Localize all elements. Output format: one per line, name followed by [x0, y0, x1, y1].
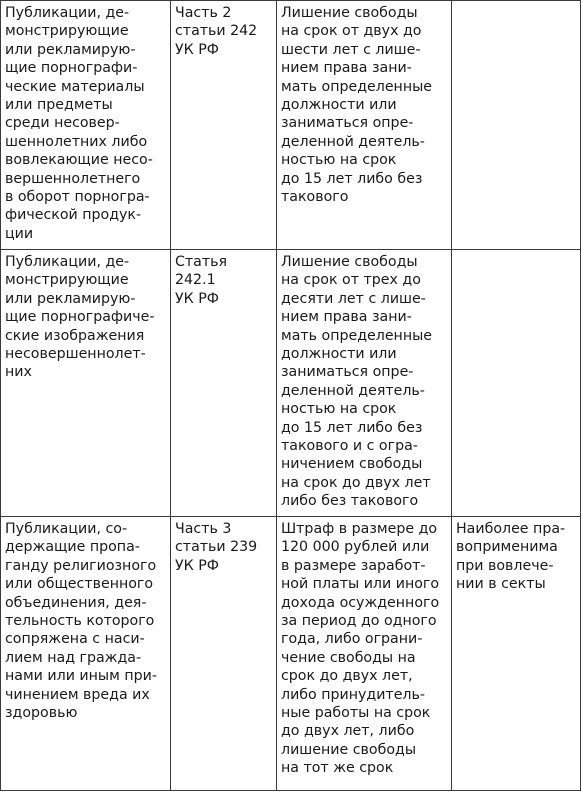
- cell-article: Статья 242.1 УК РФ: [171, 250, 277, 517]
- cell-penalty: Лишение свободы на срок от двух до шести лет с лише- нием права зани- мать определенные должности или заниматься опре- деленной деятель- ностью на срок до 15 лет либо без такового: [277, 1, 452, 250]
- cell-act: Публикации, де- монстрирующие или рекламирую- щие порнографи- ческие материалы или предметы среди несовер- шеннолетних либо вовлекающие несо- вершеннолетнего в оборот порногра- фической продук- ции: [1, 1, 171, 250]
- cell-note: [452, 250, 581, 517]
- cell-act: Публикации, со- держащие пропа- ганду религиозного или общественного объединения, дея- тельность которого сопряжена с наси- лием над гражда- нами или иным при- чинением вреда их здоровью: [1, 517, 171, 791]
- cell-penalty: Штраф в размере до 120 000 рублей или в размере заработ- ной платы или иного дохода осужденного за период до одного года, либо ограни- чение свободы на срок до двух лет, либо принудитель- ные работы на срок до двух лет, либо лишение свободы на тот же срок: [277, 517, 452, 791]
- table-row: [1, 250, 581, 517]
- cell-note: [452, 1, 581, 250]
- cell-penalty: Лишение свободы на срок от трех до десяти лет с лише- нием права зани- мать определенные должности или заниматься опре- деленной деятель- ностью на срок до 15 лет либо без такового и с огра- ничением свободы на срок до двух лет либо без такового: [277, 250, 452, 517]
- cell-article: Часть 3 статьи 239 УК РФ: [171, 517, 277, 791]
- cell-act: Публикации, де- монстрирующие или рекламирую- щие порнографиче- ские изображения несовершеннолет- них: [1, 250, 171, 517]
- cell-article: Часть 2 статьи 242 УК РФ: [171, 1, 277, 250]
- table-row: [1, 517, 581, 791]
- table-row: [1, 1, 581, 250]
- cell-note: Наиболее пра- воприменима при вовлече- нии в секты: [452, 517, 581, 791]
